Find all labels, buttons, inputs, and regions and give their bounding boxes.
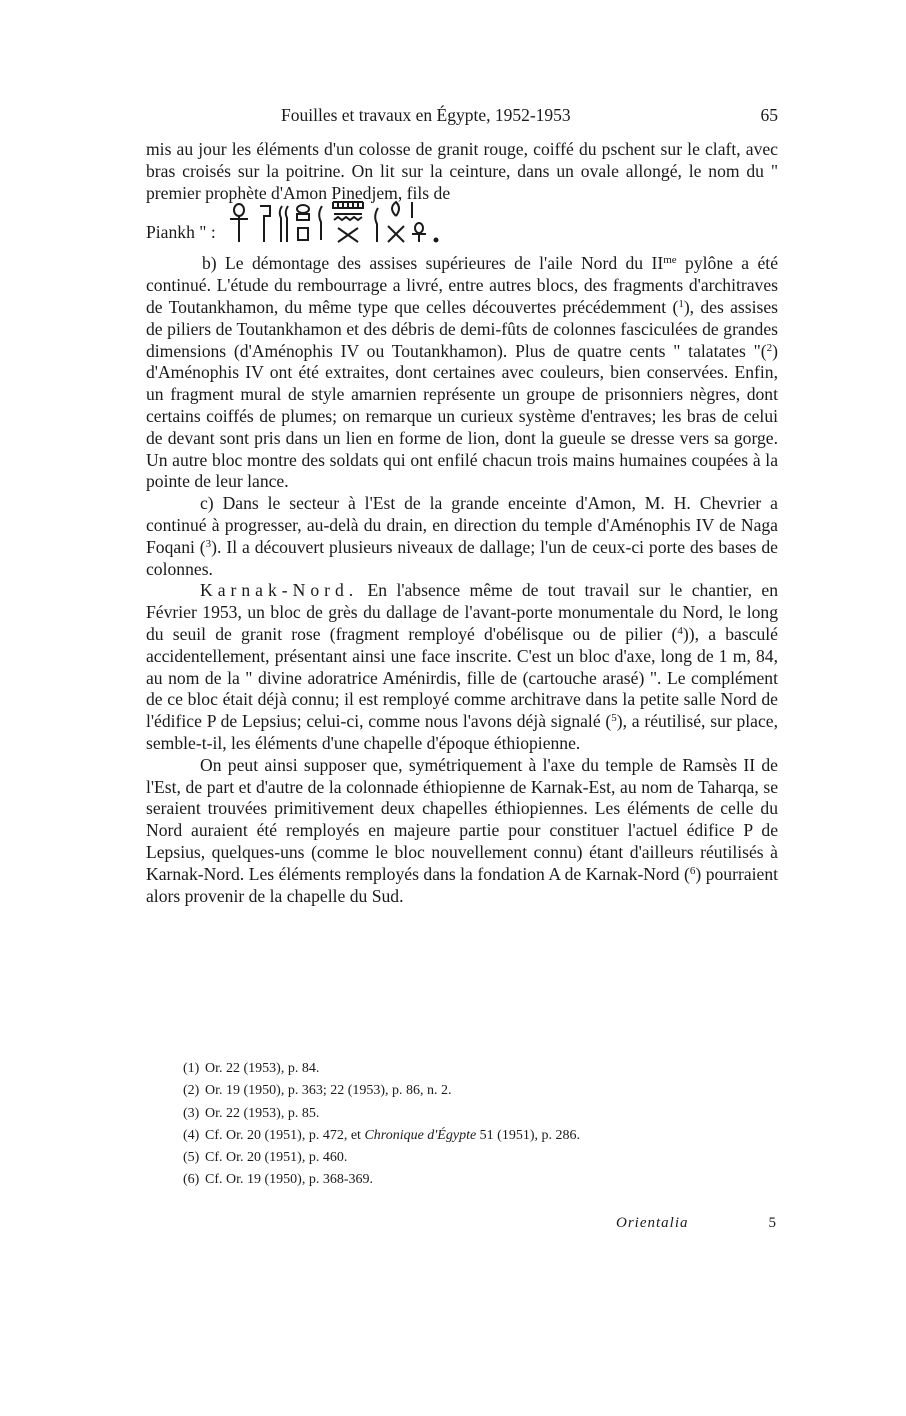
text-run: b) Le démontage des assises supérieures de l'aile Nord du II [202, 253, 664, 274]
running-head-title: Fouilles et travaux en Égypte, 1952-1953 [281, 105, 571, 125]
footnote [183, 1147, 763, 1169]
piankh-label: Piankh " : [146, 221, 216, 242]
text-run: ). Il a découvert plusieurs niveaux de dallage; l'un de ceux-ci porte des bases de colonnes. [146, 536, 778, 579]
hieroglyphic-name-icon [226, 200, 456, 252]
footnote-ref: 3 [205, 537, 212, 550]
text-run: On peut ainsi supposer que, symétriquement à l'axe du temple de Ramsès II de l'Est, de part et d'autre de la colonnade éthiopienne de Karnak-Est, au nom de Taharqa, se seraient trouvées primitivement deux chapelles éthiopiennes. Les éléments de celle du Nord auraient été remployés en majeure partie pour constituer l'actuel édifice P de Lepsius, quelques-uns (comme le bloc nouvellement connu) étant d'ailleurs réutilisés à Karnak-Nord. Les éléments remployés dans la fondation A de Karnak-Nord ( [146, 754, 778, 884]
footnote-mark: (3) [183, 1105, 200, 1121]
hieroglyph-line [146, 205, 778, 251]
paragraph-a-end [146, 139, 778, 204]
page-number: 65 [760, 105, 778, 125]
journal-name: Orientalia [616, 1215, 689, 1231]
footnote-text: Cf. Or. 20 (1951), p. 472, et [205, 1127, 365, 1143]
text-run: ), a réutilisé, sur place, semble-t-il, les éléments d'une chapelle d'époque éthiopienne. [146, 711, 779, 753]
footnote-text: Cf. Or. 20 (1951), p. 460. [205, 1150, 348, 1166]
footnote [183, 1058, 763, 1080]
footnote-text: Or. 22 (1953), p. 85. [205, 1105, 320, 1121]
paragraph-b [146, 253, 778, 493]
footnote-mark: (1) [183, 1061, 200, 1076]
paragraph-conclusion [146, 755, 778, 908]
text-run: pylône a été continué. L'étude du rembourrage a livré, entre autres blocs, des fragments d'architraves de Toutankhamon, du même type que celles découvertes précédemment ( [146, 253, 778, 317]
text-run: ), des assises de piliers de Toutankhamon et des débris de demi-fûts de colonnes fasciculées de grandes dimensions (d'Aménophis IV ou Toutankhamon). Plus de quatre cents " talatates "( [146, 296, 779, 361]
section-heading: Karnak-Nord. [200, 580, 359, 601]
footnote-ref: 5 [611, 712, 617, 725]
text-run: En l'absence même de tout travail sur le chantier, en Février 1953, un bloc de grès du dallage de l'avant-porte monumentale du Nord, le long du seuil de granit rose (fragment remployé d'obélisque ou de pilier ( [146, 580, 778, 644]
text-run: c) Dans le secteur à l'Est de la grande enceinte d'Amon, M. H. Chevrier a continué à progresser, au-delà du drain, en direction du temple d'Aménophis IV de Naga Foqani ( [146, 493, 778, 557]
footnote [183, 1080, 763, 1102]
footnote-ref: 4 [677, 624, 683, 637]
footnote-text: 51 (1951), p. 286. [476, 1127, 580, 1143]
text-run: ) pourraient alors provenir de la chapelle du Sud. [146, 863, 779, 906]
superscript: me [663, 254, 677, 267]
footnote [183, 1103, 763, 1125]
footnote-mark: (4) [183, 1127, 200, 1143]
footnote-mark: (5) [183, 1150, 200, 1166]
body-text [146, 139, 778, 907]
footnote-ref: 6 [689, 864, 696, 877]
footnote-text: Or. 19 (1950), p. 363; 22 (1953), p. 86, n. 2. [205, 1083, 452, 1099]
paragraph-karnak-nord [146, 580, 778, 754]
footnote-mark: (2) [183, 1083, 200, 1099]
paragraph-c [146, 493, 778, 580]
footnote-text: Cf. Or. 19 (1950), p. 368-369. [205, 1172, 373, 1188]
footnotes [183, 1058, 763, 1192]
signature-number: 5 [768, 1215, 776, 1231]
footnote-text: Or. 22 (1953), p. 84. [205, 1061, 320, 1076]
footnote-ref: 2 [766, 341, 773, 354]
footnote [183, 1169, 763, 1191]
paragraph-text: mis au jour les éléments d'un colosse de granit rouge, coiffé du pschent sur le claft, avec bras croisés sur la poitrine. On lit sur la ceinture, dans un ovale allongé, le nom du " premier prophète d'Amon Pinedjem, fils de [146, 139, 778, 203]
text-run: )), a basculé accidentellement, présentant ainsi une face inscrite. C'est un bloc d'axe, long de 1 m, 84, au nom de la " divine adoratrice Aménirdis, fille de (cartouche arasé) ". Le complément de ce bloc était déjà connu; il est remployé comme architrave dans la petite salle Nord de l'édifice P de Lepsius; celui-ci, comme nous l'avons déjà signalé ( [146, 623, 778, 732]
footnote [183, 1125, 763, 1147]
footnote-mark: (6) [183, 1172, 200, 1188]
text-run: ) d'Aménophis IV ont été extraites, dont certaines avec couleurs, bien conservées. Enfin, un fragment mural de style amarnien représente un groupe de prisonniers nègres, dont certains coiffés de plumes; on remarque un curieux système d'entraves; les bras de celui de devant sont pris dans un lien en forme de lion, dont la gueule se dresse vers sa gorge. Un autre bloc montre des soldats qui ont enfilé chacun trois mains humaines coupées à la pointe de leur lance. [146, 340, 778, 492]
footnote-ref: 1 [678, 297, 684, 310]
footnote-italic-title: Chronique d'Égypte [364, 1127, 477, 1143]
signature-line [616, 1213, 776, 1233]
